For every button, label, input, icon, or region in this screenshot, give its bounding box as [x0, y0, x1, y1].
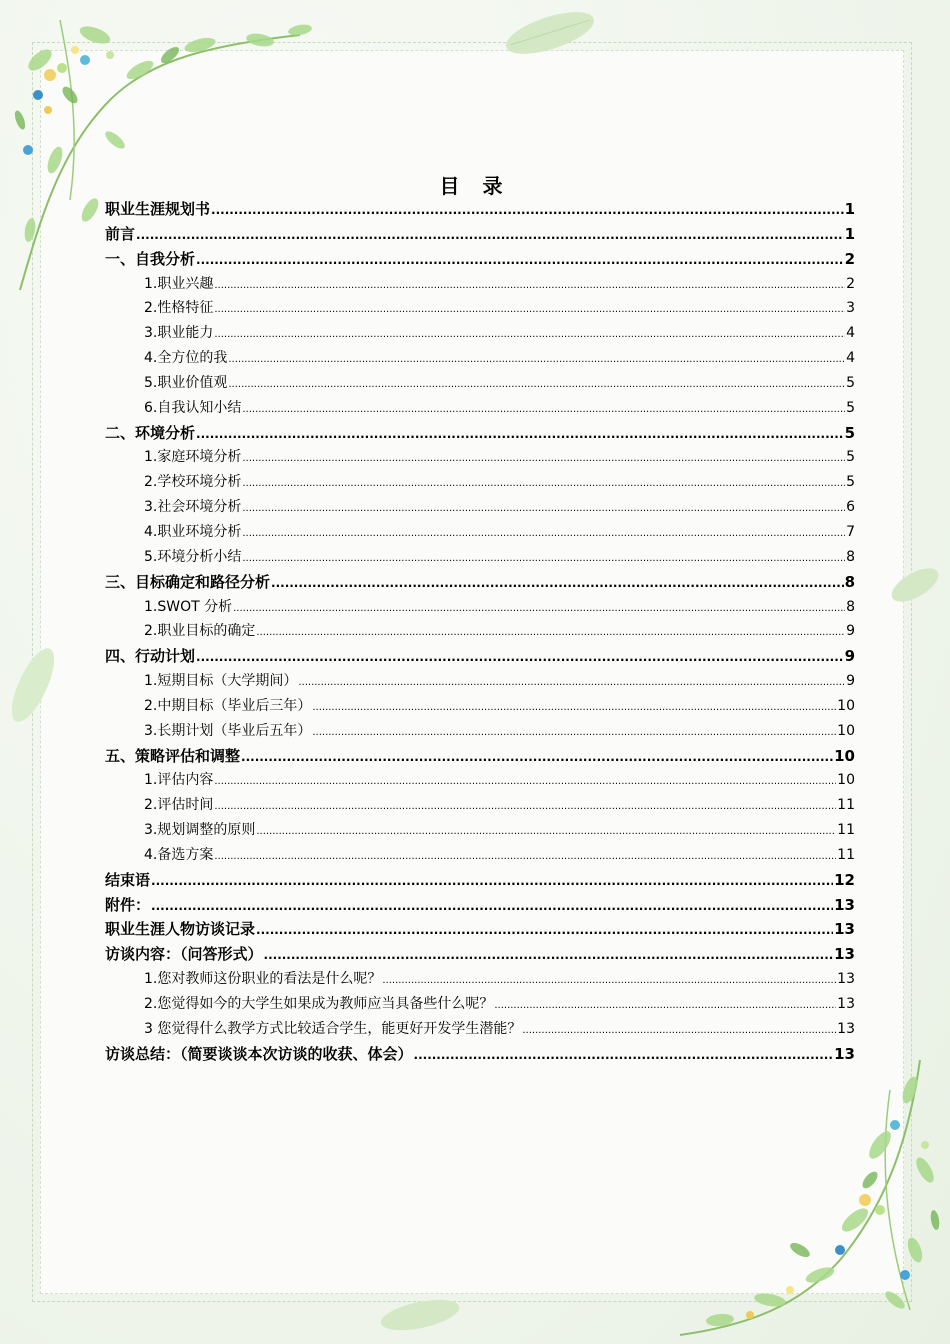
toc-entry[interactable] [105, 520, 855, 545]
toc-entry-page-number: 4 [846, 325, 855, 342]
toc-entry-page-number: 10 [837, 697, 855, 714]
toc-dot-leader [382, 969, 836, 992]
toc-dot-leader [214, 323, 845, 346]
toc-dot-leader [271, 571, 844, 595]
toc-entry-page-number: 8 [844, 572, 855, 591]
toc-dot-leader [312, 721, 836, 744]
toc-entry[interactable] [105, 296, 855, 321]
toc-dot-leader [211, 198, 844, 222]
toc-entry[interactable] [105, 470, 855, 495]
toc-entry-label: 1.短期目标（大学期间） [144, 673, 298, 690]
leaf-bottom-left [375, 1290, 465, 1340]
toc-dot-leader [298, 671, 845, 694]
toc-entry-page-number: 13 [834, 1044, 855, 1063]
toc-entry-label: 二、环境分析 [105, 423, 196, 442]
toc-entry-label: 1.评估内容 [144, 772, 214, 789]
toc-entry-label: 访谈总结：（简要谈谈本次访谈的收获、体会） [105, 1044, 413, 1063]
toc-entry-page-number: 8 [846, 548, 855, 565]
toc-entry[interactable] [105, 942, 855, 967]
toc-dot-leader [214, 298, 845, 321]
toc-entry-page-number: 13 [837, 996, 855, 1012]
toc-dot-leader [242, 398, 845, 421]
toc-dot-leader [228, 348, 845, 371]
toc-dot-leader [151, 869, 833, 893]
floral-corner-bottom-right [640, 1050, 950, 1344]
toc-entry-page-number: 11 [837, 822, 855, 839]
toc-dot-leader [494, 994, 836, 1017]
toc-entry-label: 2.您觉得如今的大学生如果成为教师应当具备些什么呢？ [144, 996, 494, 1012]
toc-entry-page-number: 5 [846, 449, 855, 466]
toc-entry-label: 一、自我分析 [105, 249, 196, 268]
toc-entry-page-number: 8 [846, 598, 855, 615]
toc-entry-label: 四、行动计划 [105, 647, 196, 666]
toc-entry[interactable] [105, 719, 855, 744]
toc-entry[interactable] [105, 967, 855, 992]
toc-entry-page-number: 10 [837, 722, 855, 739]
toc-entry-label: 1.职业兴趣 [144, 275, 214, 292]
toc-entry-label: 2.职业目标的确定 [144, 623, 256, 640]
toc-dot-leader [228, 373, 845, 396]
toc-entry-page-number: 2 [846, 275, 855, 292]
toc-entry-page-number: 11 [837, 846, 855, 863]
toc-entry-page-number: 10 [837, 772, 855, 789]
toc-entry-page-number: 5 [844, 423, 855, 442]
toc-entry[interactable] [105, 644, 855, 669]
toc-entry-label: 1.您对教师这份职业的看法是什么呢？ [144, 971, 382, 988]
toc-entry-label: 结束语 [105, 870, 151, 889]
toc-entry[interactable] [105, 495, 855, 520]
toc-dot-leader [256, 621, 845, 644]
toc-entry[interactable] [105, 768, 855, 793]
toc-entry[interactable] [105, 321, 855, 346]
toc-entry-page-number: 11 [837, 797, 855, 814]
toc-entry[interactable] [105, 421, 855, 446]
toc-entry[interactable] [105, 992, 855, 1017]
toc-dot-leader [414, 1043, 834, 1067]
toc-entry[interactable] [105, 1017, 855, 1042]
toc-entry[interactable] [105, 818, 855, 843]
toc-dot-leader [264, 943, 834, 967]
toc-entry-label: 3.长期计划（毕业后五年） [144, 722, 312, 739]
toc-entry-page-number: 13 [837, 971, 855, 988]
toc-entry[interactable] [105, 445, 855, 470]
toc-entry[interactable] [105, 893, 855, 918]
toc-dot-leader [522, 1019, 836, 1042]
toc-dot-leader [242, 497, 845, 520]
toc-entry-page-number: 9 [846, 673, 855, 690]
toc-dot-leader [214, 274, 845, 297]
toc-entry-page-number: 13 [834, 945, 855, 964]
toc-entry[interactable] [105, 1042, 855, 1067]
toc-entry[interactable] [105, 371, 855, 396]
toc-entry-page-number: 4 [846, 350, 855, 367]
toc-dot-leader [256, 820, 836, 843]
toc-entry-label: 访谈内容：（问答形式） [105, 945, 263, 964]
toc-entry-page-number: 13 [834, 920, 855, 939]
toc-dot-leader [214, 770, 836, 793]
toc-dot-leader [242, 522, 845, 545]
toc-entry-label: 职业生涯规划书 [105, 200, 211, 218]
toc-dot-leader [214, 795, 836, 818]
toc-entry-label: 3.社会环境分析 [144, 499, 242, 516]
toc-entry-page-number: 1 [844, 200, 855, 218]
toc-entry-label: 2.中期目标（毕业后三年） [144, 697, 312, 714]
toc-entry[interactable] [105, 843, 855, 868]
leaf-left-middle [8, 640, 58, 730]
toc-entry[interactable] [105, 744, 855, 769]
toc-entry-label: 3.规划调整的原则 [144, 822, 256, 839]
toc-entry[interactable] [105, 595, 855, 620]
toc-entry-page-number: 7 [846, 523, 855, 540]
toc-entry-page-number: 5 [846, 474, 855, 491]
toc-entry[interactable] [105, 669, 855, 694]
table-of-contents [105, 197, 855, 1067]
toc-dot-leader [312, 696, 836, 719]
toc-title: 目 录 [439, 174, 511, 198]
toc-entry-label: 4.备选方案 [144, 846, 214, 863]
toc-entry-page-number: 13 [837, 1020, 855, 1037]
toc-dot-leader [196, 422, 844, 446]
toc-dot-leader [196, 248, 844, 272]
toc-entry-page-number: 13 [834, 895, 855, 914]
toc-entry-label: 职业生涯人物访谈记录 [105, 920, 256, 939]
toc-entry[interactable] [105, 222, 855, 247]
toc-entry-label: 3 您觉得什么教学方式比较适合学生，能更好开发学生潜能？ [144, 1020, 522, 1037]
leaf-top-center [500, 5, 600, 60]
toc-dot-leader [242, 472, 845, 495]
toc-entry-page-number: 9 [846, 623, 855, 640]
toc-entry-page-number: 10 [834, 746, 855, 765]
toc-entry-page-number: 9 [844, 647, 855, 666]
toc-entry-label: 附件： [105, 895, 151, 914]
toc-entry-label: 2.学校环境分析 [144, 474, 242, 491]
toc-entry[interactable] [105, 346, 855, 371]
toc-entry-label: 前言 [105, 224, 136, 243]
toc-entry-label: 1.SWOT 分析 [144, 598, 233, 615]
toc-dot-leader [196, 645, 844, 669]
toc-entry[interactable] [105, 917, 855, 942]
toc-dot-leader [136, 223, 844, 247]
toc-entry[interactable] [105, 396, 855, 421]
toc-entry-label: 三、目标确定和路径分析 [105, 572, 271, 591]
toc-entry[interactable] [105, 272, 855, 297]
toc-entry-label: 2.性格特征 [144, 300, 214, 317]
toc-entry-label: 5.职业价值观 [144, 374, 228, 391]
toc-entry[interactable] [105, 570, 855, 595]
toc-entry-label: 6.自我认知小结 [144, 399, 242, 416]
toc-entry-label: 4.职业环境分析 [144, 523, 242, 540]
toc-entry[interactable] [105, 694, 855, 719]
toc-entry[interactable] [105, 793, 855, 818]
toc-entry-label: 2.评估时间 [144, 797, 214, 814]
toc-dot-leader [151, 894, 833, 918]
toc-entry[interactable] [105, 868, 855, 893]
toc-dot-leader [256, 918, 833, 942]
toc-entry-label: 4.全方位的我 [144, 350, 228, 367]
toc-entry[interactable] [105, 619, 855, 644]
toc-entry-label: 1.家庭环境分析 [144, 449, 242, 466]
leaf-right-middle [885, 560, 945, 610]
toc-entry-label: 五、策略评估和调整 [105, 746, 241, 765]
toc-entry-label: 3.职业能力 [144, 325, 214, 342]
toc-dot-leader [242, 447, 845, 470]
toc-entry[interactable] [105, 197, 855, 222]
toc-entry-page-number: 2 [844, 249, 855, 268]
toc-dot-leader [233, 597, 845, 620]
toc-entry-page-number: 12 [834, 870, 855, 889]
toc-dot-leader [242, 547, 845, 570]
toc-dot-leader [241, 745, 833, 769]
toc-entry[interactable] [105, 247, 855, 272]
toc-entry[interactable] [105, 545, 855, 570]
toc-entry-page-number: 5 [846, 374, 855, 391]
toc-entry-page-number: 6 [846, 499, 855, 516]
toc-entry-page-number: 1 [844, 224, 855, 243]
toc-entry-page-number: 5 [846, 399, 855, 416]
toc-entry-label: 5.环境分析小结 [144, 548, 242, 565]
toc-dot-leader [214, 845, 836, 868]
toc-entry-page-number: 3 [846, 300, 855, 317]
